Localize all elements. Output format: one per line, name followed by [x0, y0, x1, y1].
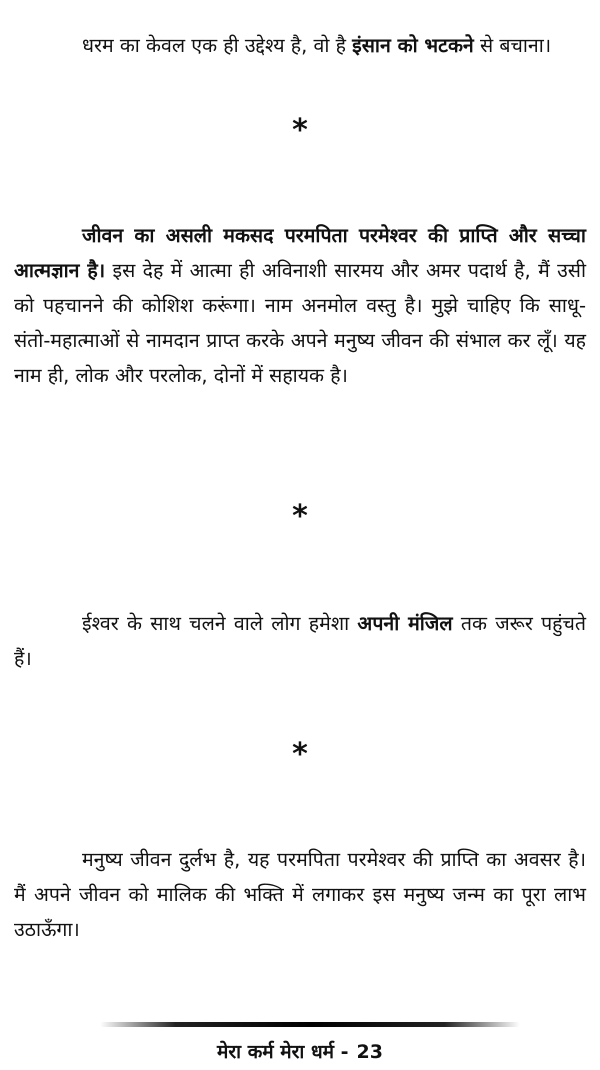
paragraph-2 [14, 218, 586, 393]
text-run: से बचाना। [473, 34, 552, 57]
bold-phrase: इंसान को भटकने [352, 34, 474, 57]
text-run: मनुष्य जीवन दुर्लभ है, यह परमपिता परमेश्वर की प्राप्ति का अवसर है। मैं अपने जीवन को मालिक की भक्ति में लगाकर इस मनुष्य जन्म का पूरा लाभ उठाऊँगा। [14, 848, 586, 941]
separator-star-2: * [292, 499, 308, 534]
text-run: तक जरूर पहुंचते हैं। [14, 612, 586, 670]
paragraph-3 [14, 606, 586, 676]
page-footer [0, 1038, 600, 1066]
paragraph-1 [14, 28, 586, 63]
paragraph-4 [14, 842, 586, 947]
text-run: धरम का केवल एक ही उद्देश्य है, वो है [82, 34, 353, 57]
separator-star-3: * [292, 737, 308, 772]
text-run: इस देह में आत्मा ही अविनाशी सारमय और अमर पदार्थ है, मैं उसी को पहचानने की कोशिश करूंगा। नाम अनमोल वस्तु है। मुझे चाहिए कि साधू-संतो-महात्माओं से नामदान प्राप्त करके अपने मनुष्य जीवन की संभाल कर लूँ। यह नाम ही, लोक और परलोक, दोनों में सहायक है। [14, 259, 587, 387]
footer-rule [100, 1022, 520, 1027]
text-run: ईश्वर के साथ चलने वाले लोग हमेशा [82, 612, 358, 635]
bold-phrase: जीवन का असली मकसद परमपिता परमेश्वर की प्राप्ति और सच्चा आत्मज्ञान है। [14, 224, 586, 282]
separator-star-1: * [292, 113, 308, 148]
book-title: मेरा कर्म मेरा धर्म - [217, 1041, 349, 1063]
page-number: 23 [356, 1041, 383, 1063]
bold-phrase: अपनी मंजिल [357, 612, 453, 635]
